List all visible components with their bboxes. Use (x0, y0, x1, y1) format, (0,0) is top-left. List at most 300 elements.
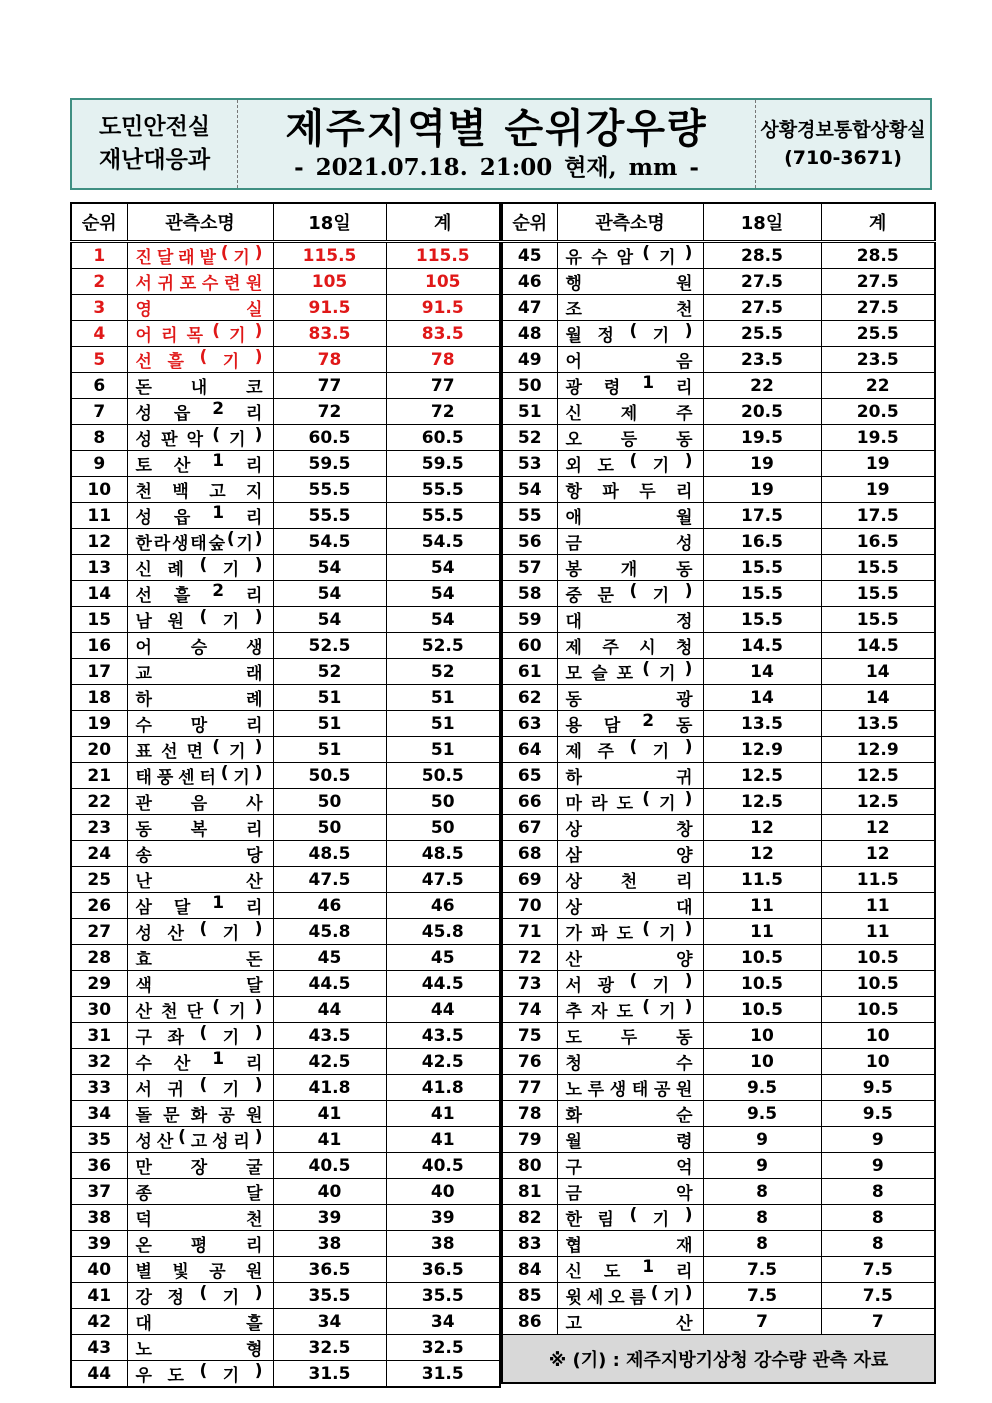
station-cell (127, 685, 273, 711)
rank-cell: 61 (502, 659, 557, 685)
station-cell (557, 451, 703, 477)
total-rain-cell: 22 (821, 373, 935, 399)
total-rain-cell: 44.5 (386, 971, 500, 997)
total-rain-cell: 47.5 (386, 867, 500, 893)
station-cell (557, 971, 703, 997)
station-name-text: 중 문 ( 기 ) (565, 581, 693, 606)
station-name-text: 효 돈 (135, 950, 263, 970)
table-row (502, 269, 935, 295)
column-header-day: 18일 (273, 203, 386, 242)
rank-cell: 36 (71, 1153, 127, 1179)
table-row (71, 399, 500, 425)
day-rain-cell: 54 (273, 555, 386, 581)
station-name-text: 성 판 악 ( 기 ) (135, 425, 263, 450)
day-rain-cell: 12.9 (703, 737, 821, 763)
rank-cell: 30 (71, 997, 127, 1023)
station-name-text: 용 담 2 동 (565, 711, 693, 736)
station-cell (127, 581, 273, 607)
rank-cell: 46 (502, 269, 557, 295)
rank-cell: 55 (502, 503, 557, 529)
rank-cell: 2 (71, 269, 127, 295)
table-row (502, 737, 935, 763)
rank-cell: 77 (502, 1075, 557, 1101)
rank-cell: 52 (502, 425, 557, 451)
table-row (71, 1205, 500, 1231)
day-rain-cell: 31.5 (273, 1361, 386, 1388)
rank-cell: 37 (71, 1179, 127, 1205)
station-cell (127, 242, 273, 269)
total-rain-cell: 10 (821, 1023, 935, 1049)
station-name-text: 신 도 1 리 (565, 1257, 693, 1282)
column-header-station: 관측소명 (127, 203, 273, 242)
day-rain-cell: 50 (273, 789, 386, 815)
station-cell (557, 815, 703, 841)
total-rain-cell: 27.5 (821, 269, 935, 295)
table-row (502, 1127, 935, 1153)
station-cell (557, 607, 703, 633)
table-row (71, 1231, 500, 1257)
total-rain-cell: 12.5 (821, 789, 935, 815)
station-name-text: 노 루 생 태 공 원 (565, 1080, 693, 1100)
rank-cell: 56 (502, 529, 557, 555)
rank-cell: 82 (502, 1205, 557, 1231)
total-rain-cell: 7 (821, 1309, 935, 1335)
station-name-text: 남 원 ( 기 ) (135, 607, 263, 632)
day-rain-cell: 16.5 (703, 529, 821, 555)
day-rain-cell: 7 (703, 1309, 821, 1335)
rank-cell: 35 (71, 1127, 127, 1153)
station-name-text: 추 자 도 ( 기 ) (565, 997, 693, 1022)
day-rain-cell: 105 (273, 269, 386, 295)
station-cell (557, 1179, 703, 1205)
station-name-text: 성 산 ( 고 성 리 ) (135, 1127, 263, 1152)
station-name-text: 가 파 도 ( 기 ) (565, 919, 693, 944)
rank-cell: 29 (71, 971, 127, 997)
total-rain-cell: 54 (386, 555, 500, 581)
total-rain-cell: 27.5 (821, 295, 935, 321)
station-cell (557, 919, 703, 945)
table-row (71, 581, 500, 607)
station-name-text: 구 억 (565, 1158, 693, 1178)
station-cell (557, 295, 703, 321)
table-row (71, 425, 500, 451)
table-row (71, 1127, 500, 1153)
total-rain-cell: 91.5 (386, 295, 500, 321)
station-cell (127, 1335, 273, 1361)
table-row (502, 1049, 935, 1075)
station-cell (127, 1127, 273, 1153)
station-name-text: 대 흘 (135, 1314, 263, 1334)
rank-cell: 63 (502, 711, 557, 737)
rank-cell: 4 (71, 321, 127, 347)
table-row (71, 242, 500, 269)
station-name-text: 외 도 ( 기 ) (565, 451, 693, 476)
station-cell (127, 347, 273, 373)
total-rain-cell: 45.8 (386, 919, 500, 945)
table-row (71, 659, 500, 685)
table-row (71, 321, 500, 347)
station-cell (127, 841, 273, 867)
contact-block (756, 100, 930, 188)
total-rain-cell: 36.5 (386, 1257, 500, 1283)
total-rain-cell: 8 (821, 1205, 935, 1231)
station-name-text: 돌 문 화 공 원 (135, 1106, 263, 1126)
day-rain-cell: 10.5 (703, 997, 821, 1023)
station-cell (557, 789, 703, 815)
rank-cell: 65 (502, 763, 557, 789)
station-name-text: 성 산 ( 기 ) (135, 919, 263, 944)
table-row (502, 399, 935, 425)
table-row (71, 1179, 500, 1205)
table-row (71, 633, 500, 659)
table-row (502, 1153, 935, 1179)
station-cell (127, 945, 273, 971)
rank-cell: 25 (71, 867, 127, 893)
rank-cell: 41 (71, 1283, 127, 1309)
table-row (502, 763, 935, 789)
station-cell (557, 399, 703, 425)
table-row (502, 841, 935, 867)
day-rain-cell: 11.5 (703, 867, 821, 893)
station-cell (557, 633, 703, 659)
table-row (71, 1153, 500, 1179)
source-note: ※ (기) : 제주지방기상청 강수량 관측 자료 (502, 1335, 935, 1384)
station-name-text: 어 승 생 (135, 638, 263, 658)
day-rain-cell: 91.5 (273, 295, 386, 321)
table-row (71, 789, 500, 815)
station-cell (127, 1205, 273, 1231)
total-rain-cell: 39 (386, 1205, 500, 1231)
column-header-rank: 순위 (502, 203, 557, 242)
station-name-text: 선 흘 ( 기 ) (135, 347, 263, 372)
rank-cell: 74 (502, 997, 557, 1023)
rank-cell: 20 (71, 737, 127, 763)
day-rain-cell: 11 (703, 919, 821, 945)
station-cell (127, 1049, 273, 1075)
total-rain-cell: 17.5 (821, 503, 935, 529)
table-row (71, 1257, 500, 1283)
day-rain-cell: 41 (273, 1101, 386, 1127)
station-cell (557, 1283, 703, 1309)
table-row (502, 1309, 935, 1335)
rank-cell: 6 (71, 373, 127, 399)
total-rain-cell: 48.5 (386, 841, 500, 867)
station-cell (557, 503, 703, 529)
rank-cell: 53 (502, 451, 557, 477)
day-rain-cell: 22 (703, 373, 821, 399)
station-name-text: 교 래 (135, 664, 263, 684)
day-rain-cell: 59.5 (273, 451, 386, 477)
station-cell (127, 997, 273, 1023)
total-rain-cell: 44 (386, 997, 500, 1023)
total-rain-cell: 54 (386, 581, 500, 607)
station-cell (127, 607, 273, 633)
station-name-text: 도 두 동 (565, 1028, 693, 1048)
office-name: 상황경보통합상황실 (760, 119, 926, 141)
station-cell (557, 1153, 703, 1179)
station-name-text: 성 읍 1 리 (135, 503, 263, 528)
station-name-text: 산 천 단 ( 기 ) (135, 997, 263, 1022)
day-rain-cell: 34 (273, 1309, 386, 1335)
rank-cell: 11 (71, 503, 127, 529)
station-cell (127, 1283, 273, 1309)
day-rain-cell: 12.5 (703, 763, 821, 789)
table-row (71, 1335, 500, 1361)
table-row (502, 1101, 935, 1127)
station-name-text: 만 장 굴 (135, 1158, 263, 1178)
total-rain-cell: 16.5 (821, 529, 935, 555)
table-row (71, 1101, 500, 1127)
station-name-text: 동 광 (565, 690, 693, 710)
total-rain-cell: 14 (821, 685, 935, 711)
table-row (71, 971, 500, 997)
table-row (502, 581, 935, 607)
day-rain-cell: 10 (703, 1049, 821, 1075)
table-row (502, 685, 935, 711)
station-name-text: 서 광 ( 기 ) (565, 971, 693, 996)
day-rain-cell: 14.5 (703, 633, 821, 659)
station-name-text: 행 원 (565, 274, 693, 294)
column-header-station: 관측소명 (557, 203, 703, 242)
table-row (71, 867, 500, 893)
station-cell (557, 841, 703, 867)
office-phone: (710-3671) (784, 147, 902, 169)
total-rain-cell: 10 (821, 1049, 935, 1075)
station-cell (557, 1231, 703, 1257)
total-rain-cell: 19.5 (821, 425, 935, 451)
station-cell (557, 945, 703, 971)
total-rain-cell: 34 (386, 1309, 500, 1335)
total-rain-cell: 40.5 (386, 1153, 500, 1179)
total-rain-cell: 32.5 (386, 1335, 500, 1361)
station-cell (127, 477, 273, 503)
table-row (502, 893, 935, 919)
page-title: 제주지역별 순위강우량 (285, 106, 708, 152)
rank-cell: 31 (71, 1023, 127, 1049)
day-rain-cell: 42.5 (273, 1049, 386, 1075)
day-rain-cell: 44 (273, 997, 386, 1023)
total-rain-cell: 55.5 (386, 503, 500, 529)
rank-cell: 9 (71, 451, 127, 477)
total-rain-cell: 41 (386, 1127, 500, 1153)
station-cell (127, 1075, 273, 1101)
station-cell (127, 1101, 273, 1127)
rank-cell: 49 (502, 347, 557, 373)
rank-cell: 66 (502, 789, 557, 815)
rank-cell: 15 (71, 607, 127, 633)
rank-cell: 7 (71, 399, 127, 425)
day-rain-cell: 12 (703, 841, 821, 867)
day-rain-cell: 51 (273, 737, 386, 763)
station-name-text: 천 백 고 지 (135, 482, 263, 502)
rank-cell: 28 (71, 945, 127, 971)
station-name-text: 유 수 암 ( 기 ) (565, 243, 693, 268)
total-rain-cell: 11.5 (821, 867, 935, 893)
day-rain-cell: 8 (703, 1179, 821, 1205)
total-rain-cell: 51 (386, 737, 500, 763)
total-rain-cell: 41.8 (386, 1075, 500, 1101)
total-rain-cell: 28.5 (821, 242, 935, 269)
total-rain-cell: 59.5 (386, 451, 500, 477)
table-row (502, 321, 935, 347)
station-name-text: 영 실 (135, 300, 263, 320)
rank-cell: 45 (502, 242, 557, 269)
day-rain-cell: 28.5 (703, 242, 821, 269)
day-rain-cell: 45.8 (273, 919, 386, 945)
station-cell (127, 1257, 273, 1283)
day-rain-cell: 38 (273, 1231, 386, 1257)
total-rain-cell: 46 (386, 893, 500, 919)
day-rain-cell: 54 (273, 581, 386, 607)
table-row (71, 1023, 500, 1049)
day-rain-cell: 60.5 (273, 425, 386, 451)
station-cell (557, 1309, 703, 1335)
rank-cell: 79 (502, 1127, 557, 1153)
table-row (502, 945, 935, 971)
station-name-text: 상 창 (565, 820, 693, 840)
table-row (71, 607, 500, 633)
station-name-text: 동 복 리 (135, 820, 263, 840)
day-rain-cell: 12.5 (703, 789, 821, 815)
day-rain-cell: 48.5 (273, 841, 386, 867)
rank-cell: 86 (502, 1309, 557, 1335)
rank-cell: 38 (71, 1205, 127, 1231)
rank-cell: 5 (71, 347, 127, 373)
station-name-text: 고 산 (565, 1314, 693, 1334)
day-rain-cell: 17.5 (703, 503, 821, 529)
station-name-text: 삼 달 1 리 (135, 893, 263, 918)
table-row (502, 919, 935, 945)
day-rain-cell: 10.5 (703, 971, 821, 997)
department-block (72, 100, 238, 188)
station-name-text: 노 형 (135, 1340, 263, 1360)
table-row (71, 295, 500, 321)
day-rain-cell: 78 (273, 347, 386, 373)
station-cell (127, 919, 273, 945)
station-cell (557, 867, 703, 893)
rank-cell: 83 (502, 1231, 557, 1257)
day-rain-cell: 45 (273, 945, 386, 971)
rank-cell: 42 (71, 1309, 127, 1335)
total-rain-cell: 23.5 (821, 347, 935, 373)
station-name-text: 대 정 (565, 612, 693, 632)
station-name-text: 온 평 리 (135, 1236, 263, 1256)
table-row (71, 555, 500, 581)
table-row (71, 529, 500, 555)
station-name-text: 성 읍 2 리 (135, 399, 263, 424)
station-name-text: 우 도 ( 기 ) (135, 1361, 263, 1386)
day-rain-cell: 52 (273, 659, 386, 685)
rank-cell: 8 (71, 425, 127, 451)
station-cell (557, 1075, 703, 1101)
rank-cell: 23 (71, 815, 127, 841)
station-name-text: 봉 개 동 (565, 560, 693, 580)
total-rain-cell: 60.5 (386, 425, 500, 451)
rank-cell: 73 (502, 971, 557, 997)
rank-cell: 78 (502, 1101, 557, 1127)
rank-cell: 12 (71, 529, 127, 555)
table-row (502, 555, 935, 581)
total-rain-cell: 72 (386, 399, 500, 425)
station-name-text: 별 빛 공 원 (135, 1262, 263, 1282)
day-rain-cell: 12 (703, 815, 821, 841)
day-rain-cell: 32.5 (273, 1335, 386, 1361)
rank-cell: 64 (502, 737, 557, 763)
day-rain-cell: 27.5 (703, 295, 821, 321)
day-rain-cell: 11 (703, 893, 821, 919)
station-name-text: 어 음 (565, 352, 693, 372)
rank-cell: 32 (71, 1049, 127, 1075)
day-rain-cell: 55.5 (273, 503, 386, 529)
station-name-text: 청 수 (565, 1054, 693, 1074)
station-name-text: 한 림 ( 기 ) (565, 1205, 693, 1230)
station-name-text: 덕 천 (135, 1210, 263, 1230)
table-row (502, 1023, 935, 1049)
station-cell (127, 867, 273, 893)
day-rain-cell: 7.5 (703, 1283, 821, 1309)
total-rain-cell: 7.5 (821, 1283, 935, 1309)
rainfall-table-left (70, 202, 501, 1388)
station-cell (127, 321, 273, 347)
table-row (502, 1231, 935, 1257)
table-row (71, 945, 500, 971)
station-cell (127, 529, 273, 555)
station-name-text: 난 산 (135, 872, 263, 892)
rank-cell: 60 (502, 633, 557, 659)
day-rain-cell: 83.5 (273, 321, 386, 347)
total-rain-cell: 15.5 (821, 581, 935, 607)
total-rain-cell: 9.5 (821, 1075, 935, 1101)
table-row (71, 503, 500, 529)
rank-cell: 62 (502, 685, 557, 711)
rank-cell: 76 (502, 1049, 557, 1075)
rank-cell: 58 (502, 581, 557, 607)
station-name-text: 오 등 동 (565, 430, 693, 450)
station-cell (127, 399, 273, 425)
table-row (502, 867, 935, 893)
day-rain-cell: 47.5 (273, 867, 386, 893)
day-rain-cell: 15.5 (703, 607, 821, 633)
day-rain-cell: 50.5 (273, 763, 386, 789)
station-name-text: 삼 양 (565, 846, 693, 866)
rank-cell: 80 (502, 1153, 557, 1179)
station-cell (557, 529, 703, 555)
total-rain-cell: 43.5 (386, 1023, 500, 1049)
rank-cell: 39 (71, 1231, 127, 1257)
station-cell (557, 477, 703, 503)
total-rain-cell: 14 (821, 659, 935, 685)
total-rain-cell: 20.5 (821, 399, 935, 425)
rank-cell: 68 (502, 841, 557, 867)
day-rain-cell: 115.5 (273, 242, 386, 269)
station-cell (557, 763, 703, 789)
station-cell (127, 451, 273, 477)
total-rain-cell: 12 (821, 841, 935, 867)
station-cell (557, 1205, 703, 1231)
total-rain-cell: 50 (386, 789, 500, 815)
table-row (502, 529, 935, 555)
station-cell (127, 1231, 273, 1257)
day-rain-cell: 39 (273, 1205, 386, 1231)
station-cell (557, 581, 703, 607)
total-rain-cell: 7.5 (821, 1257, 935, 1283)
total-rain-cell: 19 (821, 451, 935, 477)
station-cell (557, 1257, 703, 1283)
department-name: 도민안전실 (98, 114, 211, 140)
total-rain-cell: 54 (386, 607, 500, 633)
total-rain-cell: 45 (386, 945, 500, 971)
table-row (71, 919, 500, 945)
